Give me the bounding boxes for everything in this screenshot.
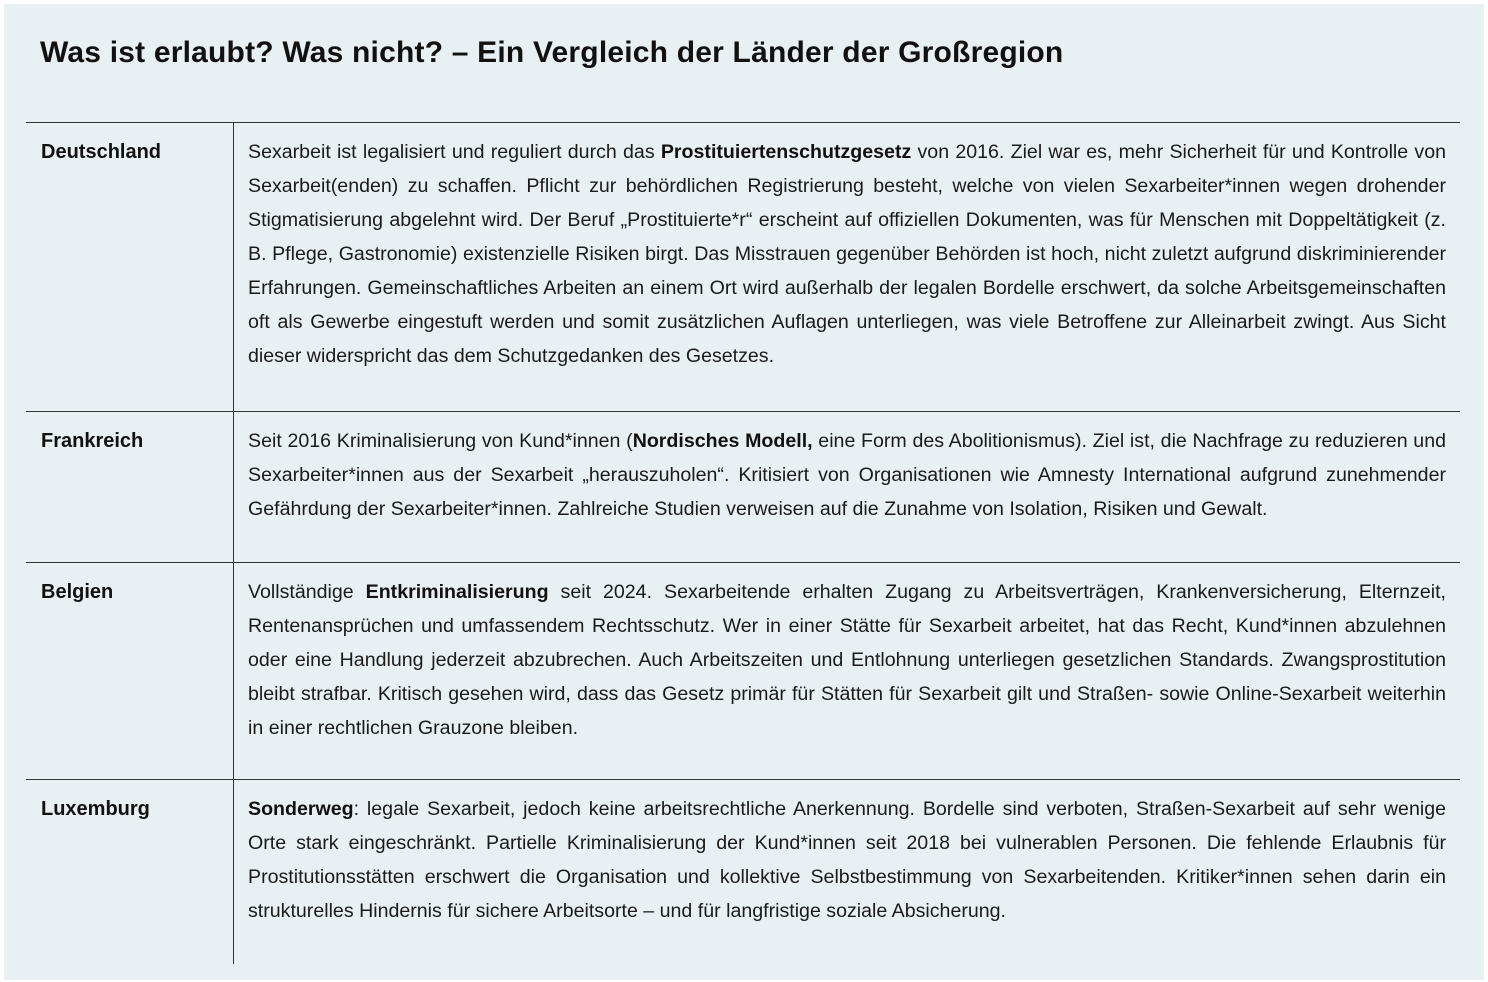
country-description bbox=[248, 123, 1460, 411]
description-text: Seit 2016 Kriminalisierung von Kund*innen ( bbox=[248, 430, 633, 452]
description-text: Vollständige bbox=[248, 581, 366, 603]
comparison-panel bbox=[4, 4, 1484, 980]
country-label: Luxemburg bbox=[26, 780, 234, 964]
country-label: Belgien bbox=[26, 563, 234, 779]
page-title: Was ist erlaubt? Was nicht? – Ein Vergleich der Länder der Großregion bbox=[40, 36, 1064, 69]
description-keyword: Entkriminalisierung bbox=[365, 581, 549, 603]
table-row-frankreich bbox=[26, 412, 1460, 563]
description-text: eine Form des Abolitionismus). Ziel ist, die Nachfrage zu reduzieren und Sexarbeiter*innen aus der Sexarbeit „herauszuholen“. Kritisiert von Organisationen wie Amnesty International aufgrund zunehmender Gefährdung der Sexarbeiter*innen. Zahlreiche Studien verweisen auf die Zunahme von Isolation, Risiken und Gewalt. bbox=[248, 430, 1446, 520]
description-keyword: Nordisches Modell, bbox=[632, 430, 813, 452]
description-text: Sexarbeit ist legalisiert und reguliert durch das bbox=[248, 141, 661, 163]
table-row-luxemburg bbox=[26, 780, 1460, 964]
comparison-table bbox=[26, 122, 1460, 964]
country-label: Frankreich bbox=[26, 412, 234, 562]
description-text: seit 2024. Sexarbeitende erhalten Zugang zu Arbeitsverträgen, Krankenversicherung, Elternzeit, Rentenansprüchen und umfassendem Rechtsschutz. Wer in einer Stätte für Sexarbeit arbeitet, hat das Recht, Kund*innen abzulehnen oder eine Handlung jederzeit abzubrechen. Auch Arbeitszeiten und Entlohnung unterliegen gesetzlichen Standards. Zwangsprostitution bleibt strafbar. Kritisch gesehen wird, dass das Gesetz primär für Stätten für Sexarbeit gilt und Straßen- sowie Online-Sexarbeit weiterhin in einer rechtlichen Grauzone bleiben. bbox=[248, 581, 1446, 739]
description-keyword: Prostituiertenschutzgesetz bbox=[660, 141, 912, 163]
table-row-deutschland bbox=[26, 123, 1460, 412]
country-description bbox=[248, 412, 1460, 562]
description-text: von 2016. Ziel war es, mehr Sicherheit für und Kontrolle von Sexarbeit(enden) zu schaffen. Pflicht zur behördlichen Registrierung besteht, welche von vielen Sexarbeiter*innen wegen drohender Stigmatisierung abgelehnt wird. Der Beruf „Prostituierte*r“ erscheint auf offiziellen Dokumenten, was für Menschen mit Doppeltätigkeit (z. B. Pflege, Gastronomie) existenzielle Risiken birgt. Das Misstrauen gegenüber Behörden ist hoch, nicht zuletzt aufgrund diskriminierender Erfahrungen. Gemeinschaftliches Arbeiten an einem Ort wird außerhalb der legalen Bordelle erschwert, da solche Arbeitsgemeinschaften oft als Gewerbe eingestuft werden und somit zusätzlichen Auflagen unterliegen, was viele Betroffene zur Alleinarbeit zwingt. Aus Sicht dieser widerspricht das dem Schutzgedanken des Gesetzes. bbox=[248, 141, 1446, 367]
table-row-belgien bbox=[26, 563, 1460, 780]
country-description bbox=[248, 563, 1460, 779]
country-description bbox=[248, 780, 1460, 964]
description-text: : legale Sexarbeit, jedoch keine arbeitsrechtliche Anerkennung. Bordelle sind verboten, Straßen-Sexarbeit auf sehr wenige Orte stark eingeschränkt. Partielle Kriminalisierung der Kund*innen seit 2018 bei vulnerablen Personen. Die fehlende Erlaubnis für Prostitutionsstätten erschwert die Organisation und kollektive Selbstbestimmung von Sexarbeitenden. Kritiker*innen sehen darin ein strukturelles Hindernis für sichere Arbeitsorte – und für langfristige soziale Absicherung. bbox=[248, 798, 1446, 922]
country-label: Deutschland bbox=[26, 123, 234, 411]
description-keyword: Sonderweg bbox=[248, 798, 354, 820]
